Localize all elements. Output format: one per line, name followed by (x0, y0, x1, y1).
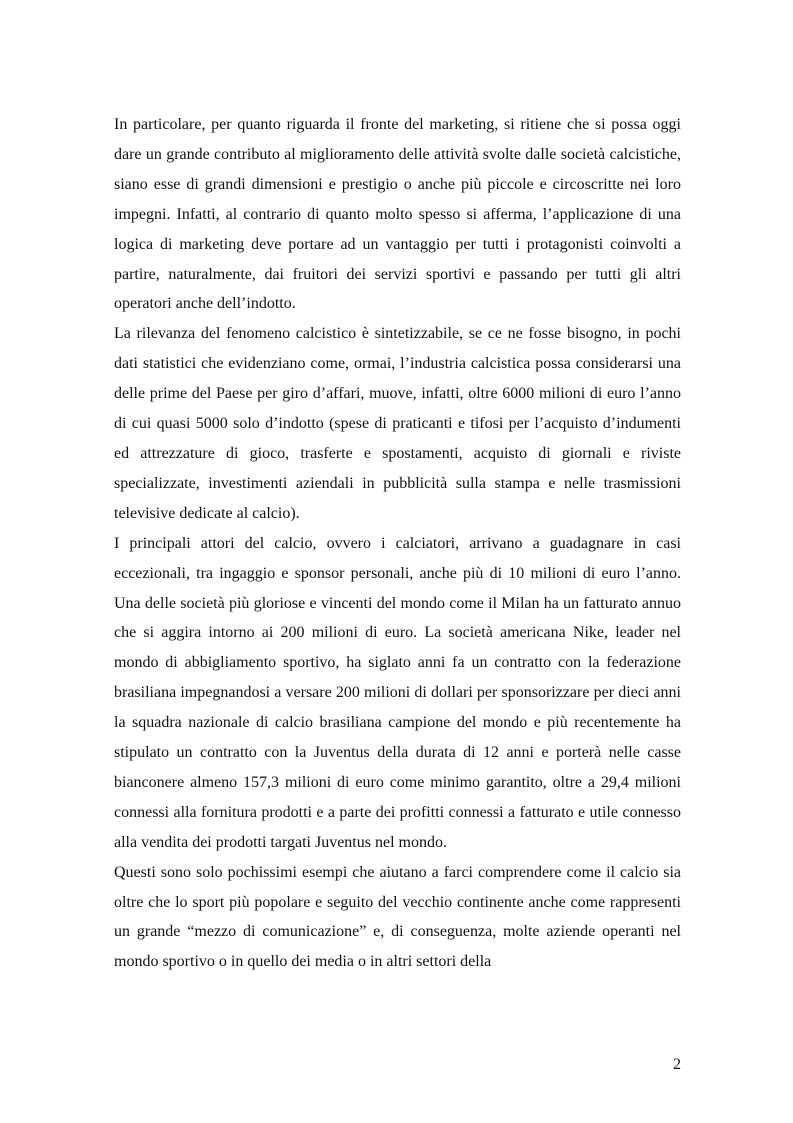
paragraph-esempi: Questi sono solo pochissimi esempi che aiutano a farci comprendere come il calcio sia oltre che lo sport più popolare e seguito del vecchio continente anche come rappresenti un grande “mezzo di comunicazione” e, di conseguenza, molte aziende operanti nel mondo sportivo o in quello dei media o in altri settori della (114, 863, 681, 971)
paragraph-marketing: In particolare, per quanto riguarda il fronte del marketing, si ritiene che si possa oggi dare un grande contributo al miglioramento delle attività svolte dalle società calcistiche, siano esse di grandi dimensioni e prestigio o anche più piccole e circoscritte nei loro impegni. Infatti, al contrario di quanto molto spesso si afferma, l’applicazione di una logica di marketing deve portare ad un vantaggio per tutti i protagonisti coinvolti a partire, naturalmente, dai fruitori dei servizi sportivi e passando per tutti gli altri operatori anche dell’indotto. (114, 116, 681, 313)
page-number: 2 (673, 1056, 681, 1073)
paragraph-attori: I principali attori del calcio, ovvero i calciatori, arrivano a guadagnare in casi eccezionali, tra ingaggio e sponsor personali, anche più di 10 milioni di euro l’anno. Una delle società più gloriose e vincenti del mondo come il Milan ha un fatturato annuo che si aggira intorno ai 200 milioni di euro. La società americana Nike, leader nel mondo di abbigliamento sportivo, ha siglato anni fa un contratto con la federazione brasiliana impegnandosi a versare 200 milioni di dollari per sponsorizzare per dieci anni la squadra nazionale di calcio brasiliana campione del mondo e più recentemente ha stipulato un contratto con la Juventus della durata di 12 anni e porterà nelle casse bianconere almeno 157,3 milioni di euro come minimo garantito, oltre a 29,4 milioni connessi alla fornitura prodotti e a parte dei profitti connessi a fatturato e utile connesso alla vendita dei prodotti targati Juventus nel mondo. (114, 534, 681, 851)
paragraph-rilevanza: La rilevanza del fenomeno calcistico è sintetizzabile, se ce ne fosse bisogno, in pochi dati statistici che evidenziano come, ormai, l’industria calcistica possa considerarsi una delle prime del Paese per giro d’affari, muove, infatti, oltre 6000 milioni di euro l’anno di cui quasi 5000 solo d’indotto (spese di praticanti e tifosi per l’acquisto d’indumenti ed attrezzature di gioco, trasferte e spostamenti, acquisto di giornali e riviste specializzate, investimenti aziendali in pubblicità sulla stampa e nelle trasmissioni televisive dedicate al calcio). (114, 325, 681, 522)
body-text (114, 110, 681, 977)
